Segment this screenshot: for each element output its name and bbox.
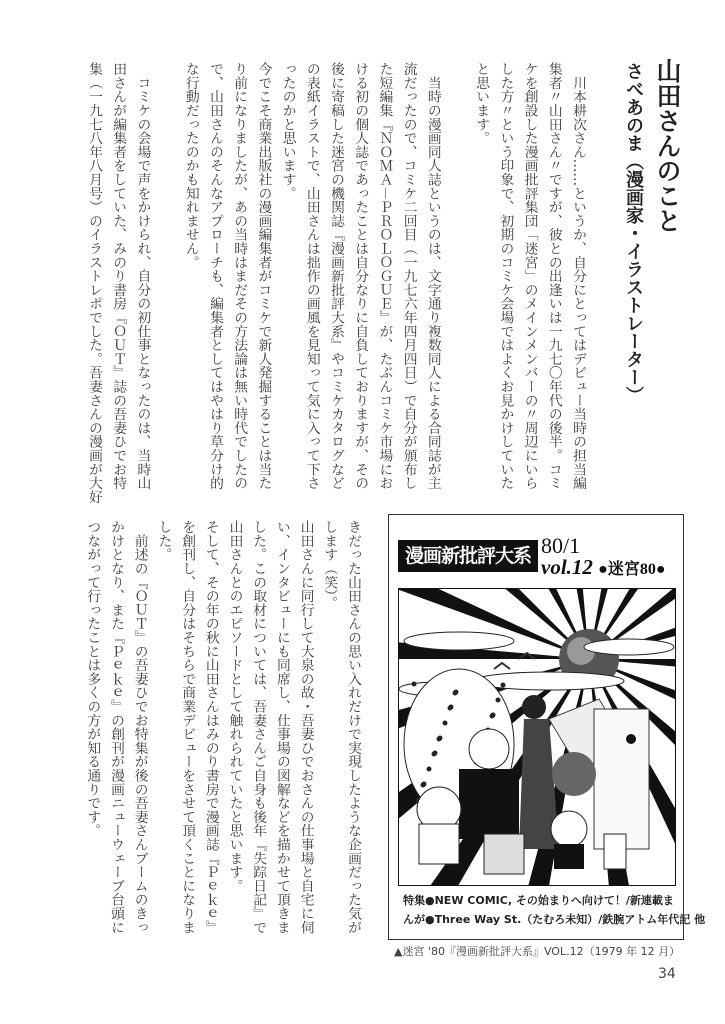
text-line: 前述の『ＯＵＴ』の吾妻ひでお特集が後の吾妻さんブームのきっ <box>131 520 148 934</box>
text-line: い、インタビューにも同席し、仕事場の図解などを描かせて頂きま <box>273 520 290 934</box>
blossom <box>412 682 417 687</box>
blossom <box>443 721 448 726</box>
text-line: コミケの会場で声をかけられ、自分の初仕事となったのは、当時山 <box>134 62 151 490</box>
blossom <box>496 698 501 703</box>
blossom <box>501 683 506 688</box>
text-line: た短編集『ＮＯＭＡ－ＰＲＯＬＯＧＵＥ』が、たぶんコミケ市場にお <box>376 62 393 490</box>
helmet <box>552 752 596 796</box>
blossom <box>437 737 442 742</box>
text-line: で、山田さんのそんなアプローチも、編集者としてはやはり草分け的 <box>207 62 223 490</box>
magazine-logo: 漫画新批評大系 <box>398 540 538 572</box>
blossom <box>427 767 432 772</box>
cover-caption-line-2: んが●Three Way St.（たむろ未知）/鉄腕アトム年代記 他 <box>403 913 706 926</box>
cover-caption-line-1: 特集●NEW COMIC, その始まりへ向けて！/新連載ま <box>403 894 674 907</box>
magazine-volume: vol.12 <box>541 555 593 579</box>
text-line: 流だったので、コミケ二回目（一九七六年四月四日）で自分が頒布し <box>400 62 417 490</box>
magazine-issue: 80/1 <box>541 533 581 558</box>
magazine-volume-line <box>541 555 666 580</box>
text-line: 集者〃山田さん〃ですが、彼との出逢いは一九七〇年代の後半。コミ <box>545 62 562 490</box>
page-number: 34 <box>658 966 676 982</box>
text-line: 当時の漫画同人誌というのは、文字通り複数同人による合同誌が主 <box>424 62 441 490</box>
text-line: した方〃という印象で、初期のコミケ会場ではよくお見かけしていた <box>497 62 514 490</box>
text-line: かけとなり、また『Ｐｅｋｅ』の創刊が漫画ニューウェーブ台頭に <box>108 520 124 934</box>
text-line: 今でこそ商業出版社の漫画編集者がコミケで新人発掘することは当た <box>255 62 272 490</box>
text-line: そして、その年の秋に山田さんはみのり書房で漫画誌『Ｐｅｋｅ』 <box>202 520 219 934</box>
publisher-tag: ●迷宮80● <box>598 561 666 578</box>
cover-illustration <box>398 588 676 886</box>
article-byline: さべあのま（漫画家・イラストレーター） <box>623 62 644 404</box>
blossom <box>490 714 495 719</box>
character-big <box>594 709 649 849</box>
text-line: した。この取材については、吾妻さんご自身も後年『失踪日記』で <box>250 520 267 934</box>
text-line: り前になりましたが、あの当時はまだその方法論は無い時代でしたの <box>231 62 248 490</box>
text-line: な行動だったのかも知れません。 <box>182 62 199 269</box>
text-line: します（笑）。 <box>321 520 338 610</box>
text-line: 田さんが編集者をしていた、みのり書房『ＯＵＴ』誌の吾妻ひでお特 <box>110 62 127 490</box>
text-line: の表紙イラストで、山田さんは拙作の画風を見知って気に入って下さ <box>303 62 320 490</box>
text-line: 集（一九七八年八月号）のイラストレポでした。吾妻さんの漫画が大好 <box>86 62 102 504</box>
magazine-cover-figure <box>388 514 706 940</box>
text-line: ったのかと思います。 <box>279 62 296 200</box>
blossom <box>448 706 453 711</box>
article-title: 山田さんのこと <box>653 58 682 233</box>
text-line: きだった山田さんの思い入れだけで実現したような企画だった気が <box>345 520 361 934</box>
blossom <box>453 691 458 696</box>
text-line: した。 <box>155 520 172 562</box>
text-line: を創刊し、自分はそちらで商業デビューをさせて頂くことになりま <box>179 520 196 934</box>
text-line: ける初の個人誌であったことは自分なりに自負しておりますが、その <box>352 62 369 490</box>
text-line: 山田さんに同行して大泉の故・吾妻ひでおさんの仕事場と自宅に伺 <box>297 520 314 934</box>
text-line: 後に寄稿した迷宮の機関誌『漫画新批評大系』やコミケカタログなど <box>328 62 344 490</box>
figure-caption: ▲迷宮 '80『漫画新批評大系』VOL.12（1979 年 12 月） <box>394 945 681 958</box>
text-line: 山田さんとのエピソードとして触れられていたと思います。 <box>226 520 243 893</box>
text-line: つながって行ったことは多くの方が知る通りです。 <box>84 520 101 838</box>
text-line: 川本耕次さん……というか、自分にとってはデビュー当時の担当編 <box>570 62 586 490</box>
text-line: ケを創設した漫画批評集団「迷宮」のメインメンバーの〃周辺にいら <box>521 62 538 490</box>
cover-illustration-art <box>399 589 675 885</box>
character-girl-hair <box>522 695 546 719</box>
text-line: と思います。 <box>473 62 490 145</box>
blossom <box>421 783 426 788</box>
blossom <box>432 752 437 757</box>
